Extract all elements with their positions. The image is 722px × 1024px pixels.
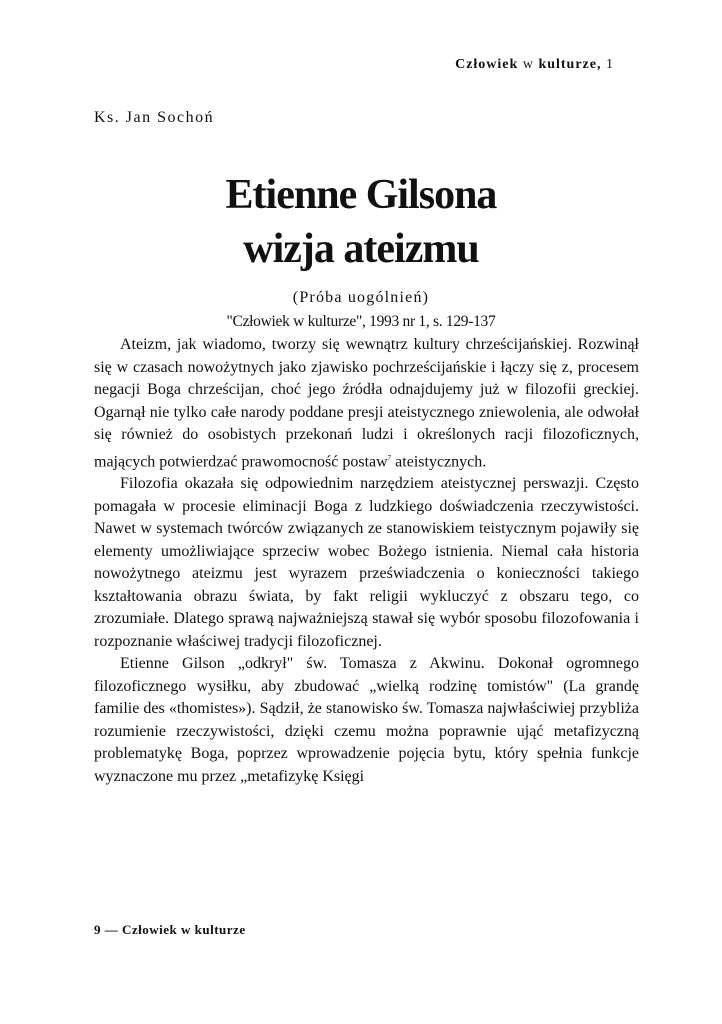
article-subtitle: (Próba uogólnień): [292, 289, 430, 306]
source-citation: "Człowiek w kulturze", 1993 nr 1, s. 129-137: [226, 313, 496, 330]
article-title-line1: Etienne Gilsona: [225, 172, 497, 218]
paragraph: Filozofia okazała się odpowiednim narzędziem ateistycznej perswazji. Często pomagała w procesie eliminacji Boga z ludzkiego doświadczenia rzeczywistości. Nawet w systemach twórców związanych ze stanowiskiem teistycznym pojawiły się elementy umożliwiające sprzeciw wobec Bożego istnienia. Niemal cała historia nowożytnego ateizmu jest wyrazem przeświadczenia o konieczności takiego kształtowania obrazu świata, by fakt religii wykluczyć z obszaru tego, co zrozumiałe. Dlatego sprawą najważniejszą stawał się wybór sposobu filozofowania i rozpoznanie właściwej tradycji filozoficznej.: [94, 475, 639, 650]
paragraph-text: Ateizm, jak wiadomo, tworzy się wewnątrz kultury chrześcijańskiej. Rozwinął się w czasach nowożytnych jako zjawisko pochrześcijańskie i łączy się z, procesem negacji Boga chrześcijan, choć jego źródła odnajdujemy już w filozofii greckiej. Ogarnął nie tylko całe narody poddane presji ateistycznego zniewolenia, ale odwołał się również do osobistych przekonań ludzi i określonych racji filozoficznych, mających potwierdzać prawomocność postaw: [94, 336, 639, 470]
article-title-line2: wizja ateizmu: [243, 226, 479, 272]
article-title: [0, 168, 722, 276]
paragraph: [94, 334, 639, 473]
author: Ks. Jan Sochoń: [94, 109, 215, 126]
running-head: [455, 57, 614, 73]
paragraph-text-end: ateistycznych.: [391, 452, 487, 470]
article-body: [94, 334, 639, 788]
running-head-journal-word3: kulturze,: [538, 57, 602, 72]
running-head-issue-number: 1: [606, 57, 614, 72]
running-head-journal-word1: Człowiek: [455, 57, 519, 72]
paragraph: Etienne Gilson „odkrył" św. Tomasza z Akwinu. Dokonał ogromnego filozoficznego wysiłku, aby zbudować „wielką rodzinę tomistów" (La grandę familie des «thomistes»). Sądził, że stanowisko św. Tomasza najwłaściwiej przybliża rozumienie rzeczywistości, dzięki czemu można poprawnie ująć metafizyczną problematykę Boga, poprzez wprowadzenie pojęcia bytu, który spełnia funkcje wyznaczone mu przez „metafizykę Księgi: [94, 655, 639, 785]
page-footer: 9 — Człowiek w kulturze: [94, 922, 246, 937]
running-head-journal-word2: w: [522, 57, 534, 72]
footnote-marker: 7: [387, 453, 392, 462]
